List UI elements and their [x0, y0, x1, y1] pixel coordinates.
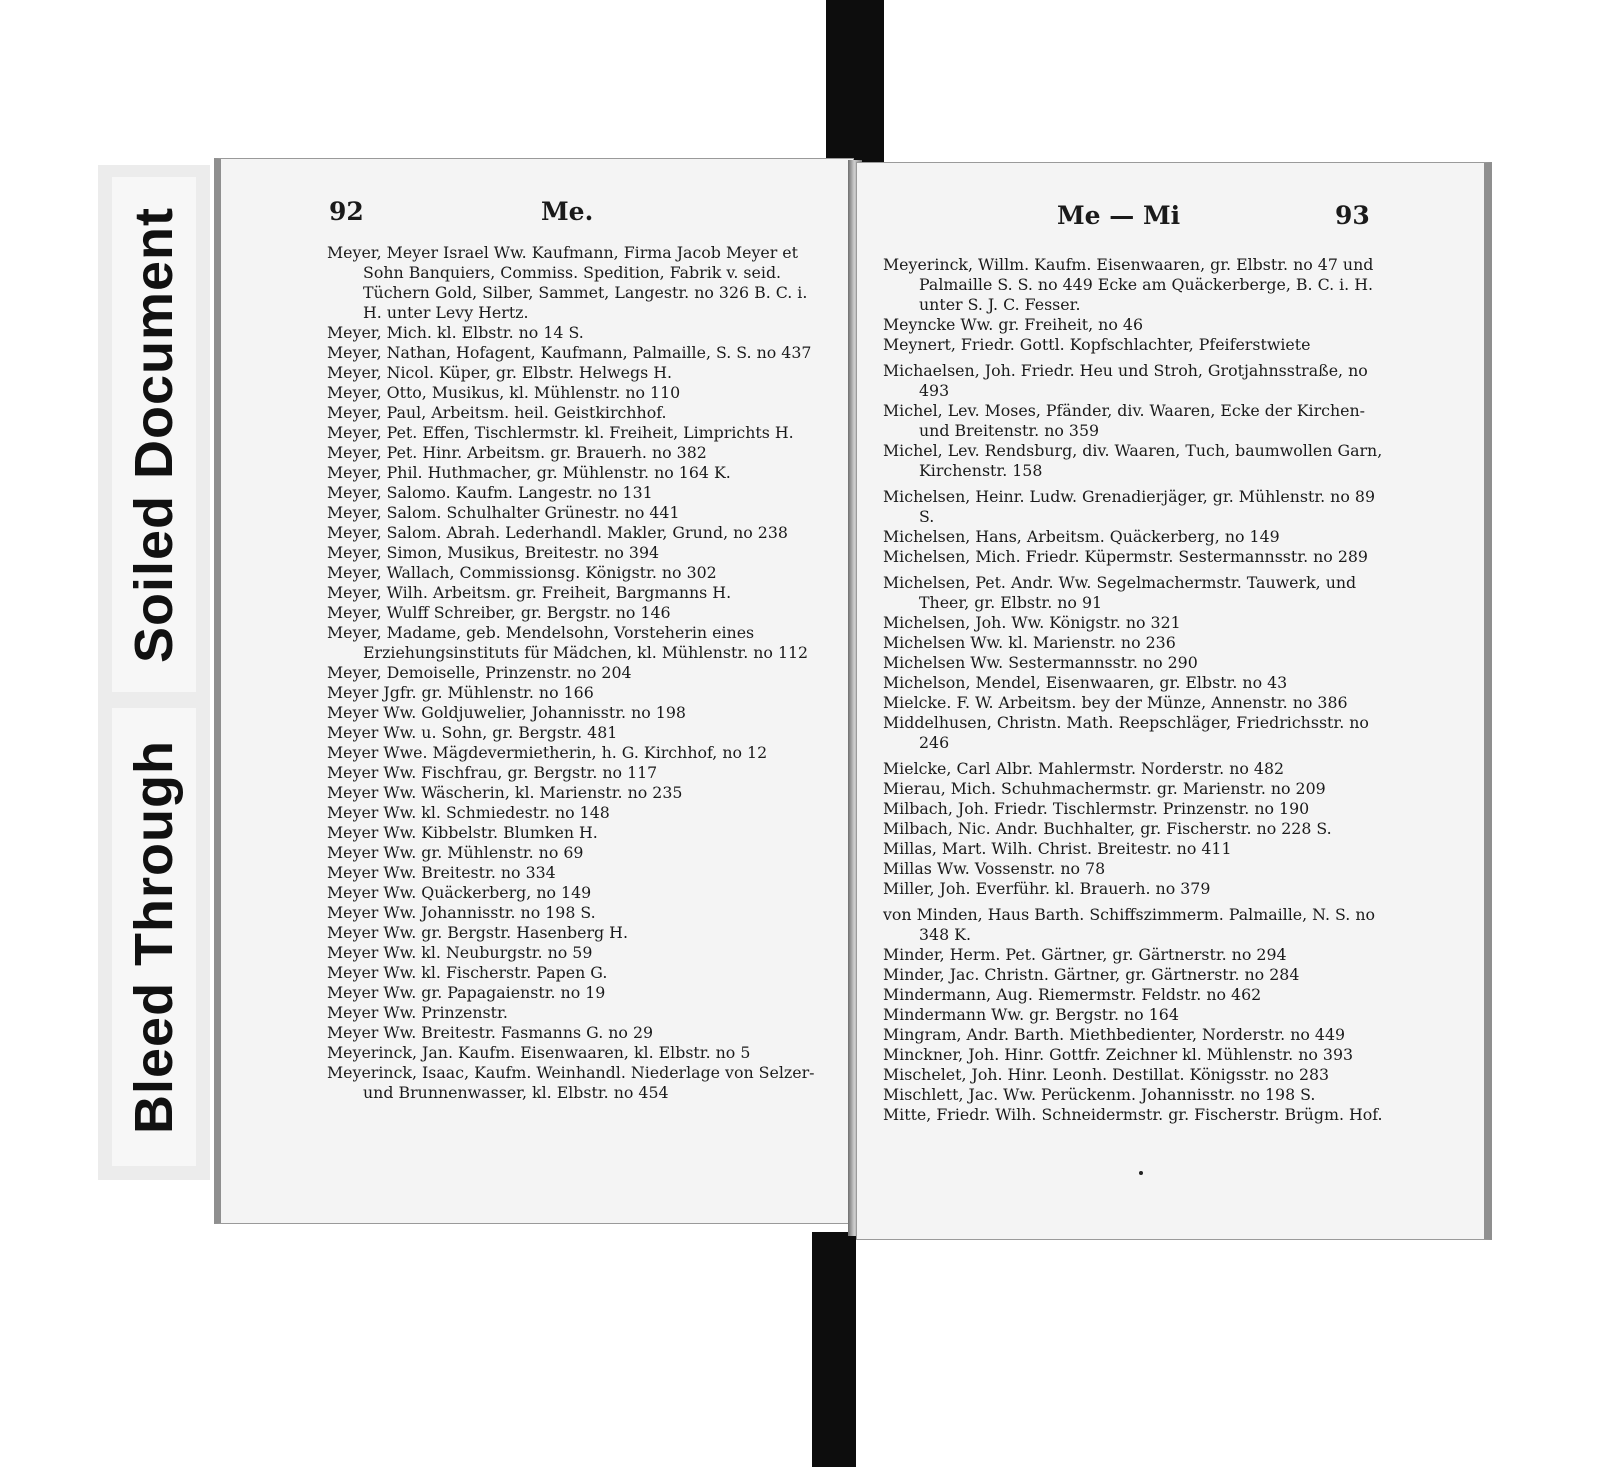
directory-entry: Mindermann Ww. gr. Bergstr. no 164 — [883, 1005, 1179, 1024]
directory-entry: Meyer Ww. Prinzenstr. — [327, 1003, 508, 1022]
right-page-header: Me — Mi — [1057, 201, 1181, 230]
directory-entry: Meyer Ww. gr. Bergstr. Hasenberg H. — [327, 923, 628, 942]
document-condition-stamp — [98, 165, 210, 1180]
directory-entry: Meyer, Nicol. Küper, gr. Elbstr. Helwegs H. — [327, 363, 672, 382]
directory-entry: Michel, Lev. Moses, Pfänder, div. Waaren, Ecke der Kirchen- und Breitenstr. no 359 — [883, 401, 1366, 440]
directory-entry: Michel, Lev. Rendsburg, div. Waaren, Tuch, baumwollen Garn, Kirchenstr. 158 — [883, 441, 1383, 480]
directory-entry: Meyer Ww. Wäscherin, kl. Marienstr. no 235 — [327, 783, 683, 802]
directory-entry: Meyer Ww. kl. Schmiedestr. no 148 — [327, 803, 610, 822]
directory-entry: Meyer, Simon, Musikus, Breitestr. no 394 — [327, 543, 660, 562]
directory-entry: von Minden, Haus Barth. Schiffszimmerm. Palmaille, N. S. no 348 K. — [883, 905, 1376, 944]
stamp-bleed-through — [112, 708, 196, 1166]
left-page-header: Me. — [541, 197, 594, 226]
directory-entry: Meynert, Friedr. Gottl. Kopfschlachter, Pfeiferstwiete — [883, 335, 1311, 354]
directory-entry: Meyer Ww. kl. Fischerstr. Papen G. — [327, 963, 608, 982]
directory-entry: Meyer, Pet. Effen, Tischlermstr. kl. Freiheit, Limprichts H. — [327, 423, 794, 442]
directory-entry: Meyer Ww. kl. Neuburgstr. no 59 — [327, 943, 593, 962]
directory-entry: Meyer, Pet. Hinr. Arbeitsm. gr. Brauerh. no 382 — [327, 443, 707, 462]
directory-entry: Middelhusen, Christn. Math. Reepschläger, Friedrichsstr. no 246 — [883, 713, 1369, 752]
directory-entry: Mielcke. F. W. Arbeitsm. bey der Münze, Annenstr. no 386 — [883, 693, 1348, 712]
directory-entry: Michelsen, Heinr. Ludw. Grenadierjäger, gr. Mühlenstr. no 89 S. — [883, 487, 1375, 526]
directory-entry: Mischelet, Joh. Hinr. Leonh. Destillat. Königsstr. no 283 — [883, 1065, 1330, 1084]
left-page — [214, 158, 854, 1224]
binding-strip-bottom — [812, 1232, 856, 1467]
directory-entry: Michelsen, Joh. Ww. Königstr. no 321 — [883, 613, 1181, 632]
directory-entry: Meyer, Phil. Huthmacher, gr. Mühlenstr. no 164 K. — [327, 463, 731, 482]
directory-entry: Mielcke, Carl Albr. Mahlermstr. Norderstr. no 482 — [883, 759, 1285, 778]
directory-entry: Mindermann, Aug. Riemermstr. Feldstr. no 462 — [883, 985, 1262, 1004]
directory-entry: Meyer, Wulff Schreiber, gr. Bergstr. no 146 — [327, 603, 671, 622]
directory-entry: Meyer, Otto, Musikus, kl. Mühlenstr. no 110 — [327, 383, 681, 402]
directory-entry: Mitte, Friedr. Wilh. Schneidermstr. gr. Fischerstr. Brügm. Hof. — [883, 1105, 1383, 1124]
left-entry-list — [327, 243, 819, 1103]
directory-entry: Millas, Mart. Wilh. Christ. Breitestr. no 411 — [883, 839, 1232, 858]
directory-entry: Meyer, Nathan, Hofagent, Kaufmann, Palmaille, S. S. no 437 — [327, 343, 812, 362]
right-entry-list — [883, 255, 1383, 1125]
directory-entry: Michelsen, Mich. Friedr. Küpermstr. Sestermannsstr. no 289 — [883, 547, 1368, 566]
directory-entry: Michelsen, Pet. Andr. Ww. Segelmachermstr. Tauwerk, und Theer, gr. Elbstr. no 91 — [883, 573, 1357, 612]
left-page-number: 92 — [329, 197, 364, 226]
directory-entry: Michelsen Ww. kl. Marienstr. no 236 — [883, 633, 1176, 652]
directory-entry: Michelsen, Hans, Arbeitsm. Quäckerberg, no 149 — [883, 527, 1280, 546]
directory-entry: Meyer Ww. Goldjuwelier, Johannisstr. no 198 — [327, 703, 686, 722]
directory-entry: Mischlett, Jac. Ww. Perückenm. Johannisstr. no 198 S. — [883, 1085, 1316, 1104]
directory-entry: Meyer, Demoiselle, Prinzenstr. no 204 — [327, 663, 632, 682]
directory-entry: Meyer Ww. Breitestr. no 334 — [327, 863, 556, 882]
directory-entry: Meyer Ww. gr. Mühlenstr. no 69 — [327, 843, 584, 862]
directory-entry: Meyer, Paul, Arbeitsm. heil. Geistkirchhof. — [327, 403, 667, 422]
directory-entry: Meyer, Wilh. Arbeitsm. gr. Freiheit, Bargmanns H. — [327, 583, 732, 602]
binding-strip-top — [826, 0, 884, 165]
right-page — [856, 162, 1492, 1240]
directory-entry: Meyer Jgfr. gr. Mühlenstr. no 166 — [327, 683, 594, 702]
directory-entry: Mingram, Andr. Barth. Miethbedienter, Norderstr. no 449 — [883, 1025, 1346, 1044]
stamp-soiled-document — [112, 177, 196, 692]
directory-entry: Meyer Ww. Johannisstr. no 198 S. — [327, 903, 596, 922]
directory-entry: Michelsen Ww. Sestermannsstr. no 290 — [883, 653, 1198, 672]
directory-entry: Meyer, Salom. Abrah. Lederhandl. Makler, Grund, no 238 — [327, 523, 788, 542]
directory-entry: Miller, Joh. Everführ. kl. Brauerh. no 379 — [883, 879, 1211, 898]
directory-entry: Meyer, Mich. kl. Elbstr. no 14 S. — [327, 323, 584, 342]
directory-entry: Meyer Wwe. Mägdevermietherin, h. G. Kirchhof, no 12 — [327, 743, 768, 762]
directory-entry: Meyer Ww. Kibbelstr. Blumken H. — [327, 823, 598, 842]
directory-entry: Meyer Ww. gr. Papagaienstr. no 19 — [327, 983, 606, 1002]
directory-entry: Meyerinck, Isaac, Kaufm. Weinhandl. Niederlage von Selzer- und Brunnenwasser, kl. Elbstr. no 454 — [327, 1063, 815, 1102]
directory-entry: Meyerinck, Jan. Kaufm. Eisenwaaren, kl. Elbstr. no 5 — [327, 1043, 751, 1062]
directory-entry: Michelson, Mendel, Eisenwaaren, gr. Elbstr. no 43 — [883, 673, 1288, 692]
directory-entry: Meyncke Ww. gr. Freiheit, no 46 — [883, 315, 1143, 334]
directory-entry: Meyer, Wallach, Commissionsg. Königstr. no 302 — [327, 563, 717, 582]
stamp-upper-text: Soiled Document — [124, 206, 184, 663]
directory-entry: Meyer, Meyer Israel Ww. Kaufmann, Firma Jacob Meyer et Sohn Banquiers, Commiss. Spedition, Fabrik v. seid. Tüchern Gold, Silber, Sammet, Langestr. no 326 B. C. i. H. unter Levy Hertz. — [327, 243, 808, 322]
directory-entry: Meyer Ww. Quäckerberg, no 149 — [327, 883, 592, 902]
directory-entry: Meyer Ww. Fischfrau, gr. Bergstr. no 117 — [327, 763, 658, 782]
page-mark — [1139, 1171, 1143, 1175]
directory-entry: Meyer Ww. u. Sohn, gr. Bergstr. 481 — [327, 723, 618, 742]
directory-entry: Minder, Herm. Pet. Gärtner, gr. Gärtnerstr. no 294 — [883, 945, 1287, 964]
directory-entry: Minder, Jac. Christn. Gärtner, gr. Gärtnerstr. no 284 — [883, 965, 1300, 984]
directory-entry: Meyer, Madame, geb. Mendelsohn, Vorsteherin eines Erziehungsinstituts für Mädchen, kl. Mühlenstr. no 112 — [327, 623, 809, 662]
directory-entry: Milbach, Nic. Andr. Buchhalter, gr. Fischerstr. no 228 S. — [883, 819, 1332, 838]
directory-entry: Meyerinck, Willm. Kaufm. Eisenwaaren, gr. Elbstr. no 47 und Palmaille S. S. no 449 Ecke am Quäckerberge, B. C. i. H. unter S. J. C. Fesser. — [883, 255, 1374, 314]
right-page-number: 93 — [1335, 201, 1370, 230]
directory-entry: Minckner, Joh. Hinr. Gottfr. Zeichner kl. Mühlenstr. no 393 — [883, 1045, 1354, 1064]
directory-entry: Mierau, Mich. Schuhmachermstr. gr. Marienstr. no 209 — [883, 779, 1326, 798]
directory-entry: Meyer, Salom. Schulhalter Grünestr. no 441 — [327, 503, 680, 522]
directory-entry: Millas Ww. Vossenstr. no 78 — [883, 859, 1106, 878]
directory-entry: Milbach, Joh. Friedr. Tischlermstr. Prinzenstr. no 190 — [883, 799, 1310, 818]
stamp-lower-text: Bleed Through — [124, 740, 184, 1134]
directory-entry: Meyer Ww. Breitestr. Fasmanns G. no 29 — [327, 1023, 654, 1042]
directory-entry: Michaelsen, Joh. Friedr. Heu und Stroh, Grotjahnsstraße, no 493 — [883, 361, 1368, 400]
directory-entry: Meyer, Salomo. Kaufm. Langestr. no 131 — [327, 483, 653, 502]
